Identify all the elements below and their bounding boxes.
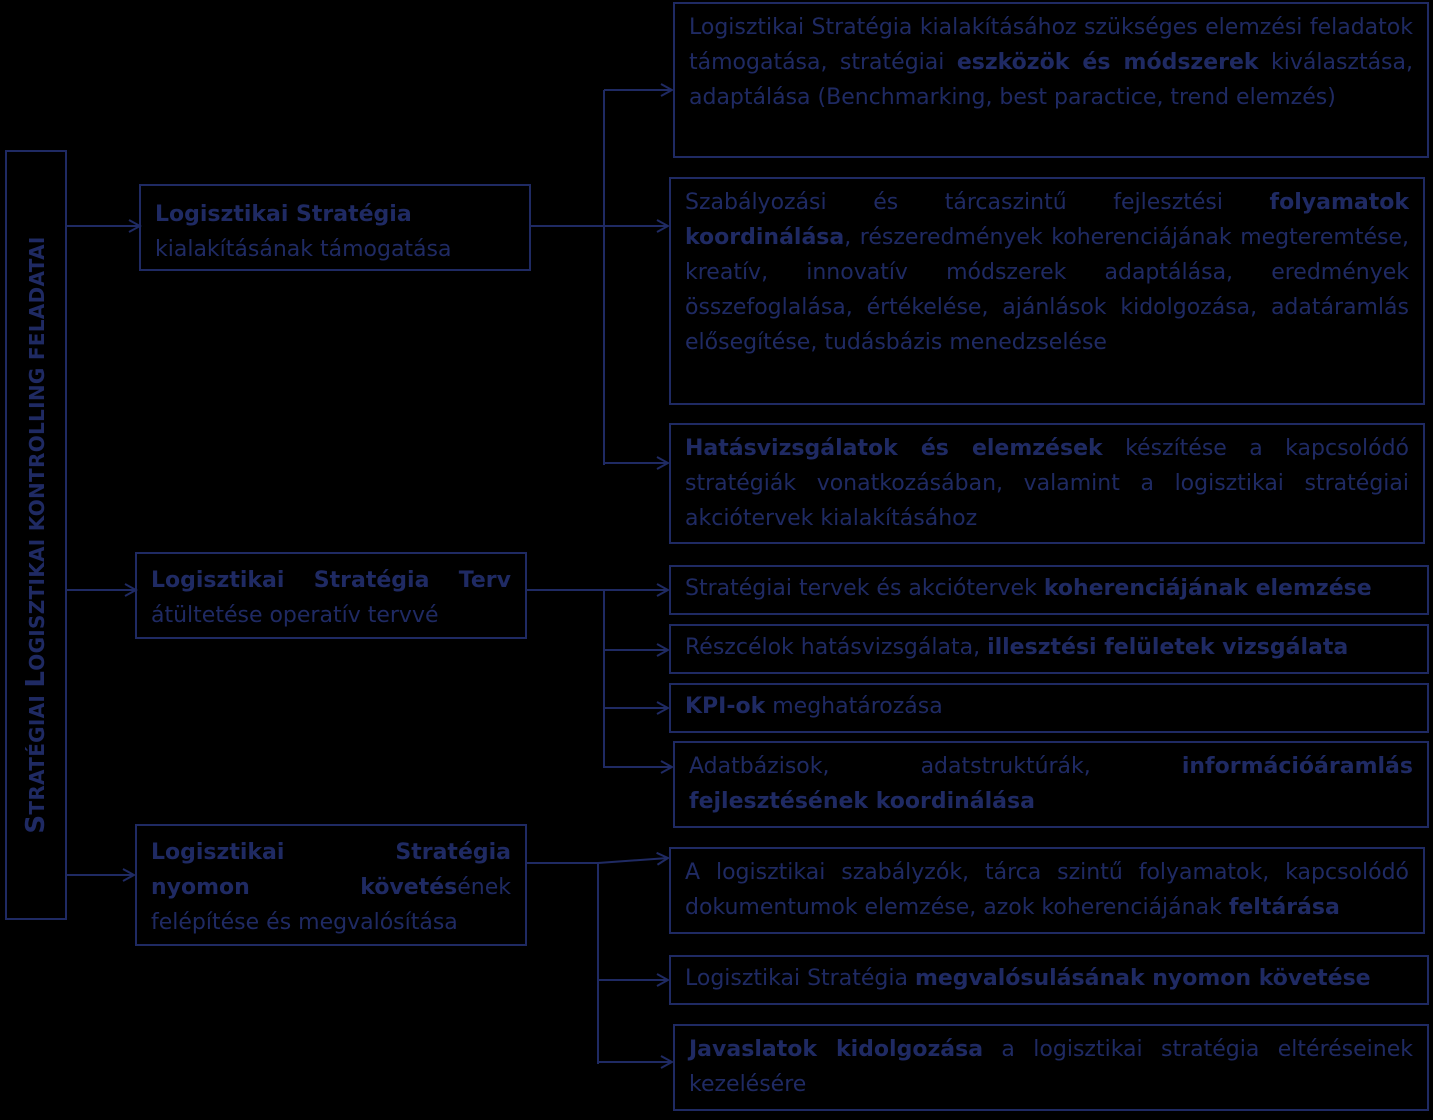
- group-box-2: [135, 552, 527, 639]
- item-box-3-2: Logisztikai Stratégia megvalósulásának nyomon követése: [669, 955, 1429, 1005]
- group-1-label-bold: Logisztikai Stratégia: [155, 202, 412, 227]
- group-box-1: [139, 184, 531, 271]
- item-box-1-2: Szabályozási és tárcaszintű fejlesztési folyamatok koordinálása, részeredmények koherenciájának megteremtése, kreatív, innovatív módszerek adaptálása, eredmények összefoglalása, értékelése, ajánlások kidolgozása, adatáramlás elősegítése, tudásbázis menedzselése: [669, 177, 1425, 405]
- item-box-2-4: Adatbázisok, adatstruktúrák, információáramlás fejlesztésének koordinálása: [673, 741, 1429, 828]
- item-box-1-3: Hatásvizsgálatok és elemzések készítése a kapcsolódó stratégiák vonatkozásában, valamint a logisztikai stratégiai akciótervek kialakításához: [669, 423, 1425, 544]
- item-box-2-3: KPI-ok meghatározása: [669, 683, 1429, 733]
- arrow-g3-item-1: [598, 858, 668, 863]
- group-2-label-bold: Logisztikai Stratégia Terv: [151, 568, 511, 593]
- item-box-1-1: Logisztikai Stratégia kialakításához szükséges elemzési feladatok támogatása, stratégiai eszközök és módszerek kiválasztása, adaptálása (Benchmarking, best paractice, trend elemzés): [673, 2, 1429, 158]
- item-box-2-1: Stratégiai tervek és akciótervek koherenciájának elemzése: [669, 565, 1429, 615]
- item-box-3-1: A logisztikai szabályzók, tárca szintű folyamatok, kapcsolódó dokumentumok elemzése, azok koherenciájának feltárása: [669, 847, 1425, 934]
- group-2-label-rest: átültetése operatív tervvé: [151, 603, 439, 628]
- group-1-label-rest: kialakításának támogatása: [155, 237, 452, 262]
- group-3-label-rest: ének felépítése és megvalósítása: [151, 875, 511, 935]
- group-3-label-bold: Logisztikai Stratégia nyomon követés: [151, 840, 511, 900]
- item-box-3-3: Javaslatok kidolgozása a logisztikai stratégia eltéréseinek kezelésére: [673, 1024, 1429, 1111]
- item-box-2-2: Részcélok hatásvizsgálata, illesztési felületek vizsgálata: [669, 624, 1429, 674]
- diagram-title: STRATÉGIAI LOGISZTIKAI KONTROLLING FELADATAI: [21, 236, 51, 834]
- diagram-title-box: [5, 150, 67, 920]
- group-box-3: [135, 824, 527, 946]
